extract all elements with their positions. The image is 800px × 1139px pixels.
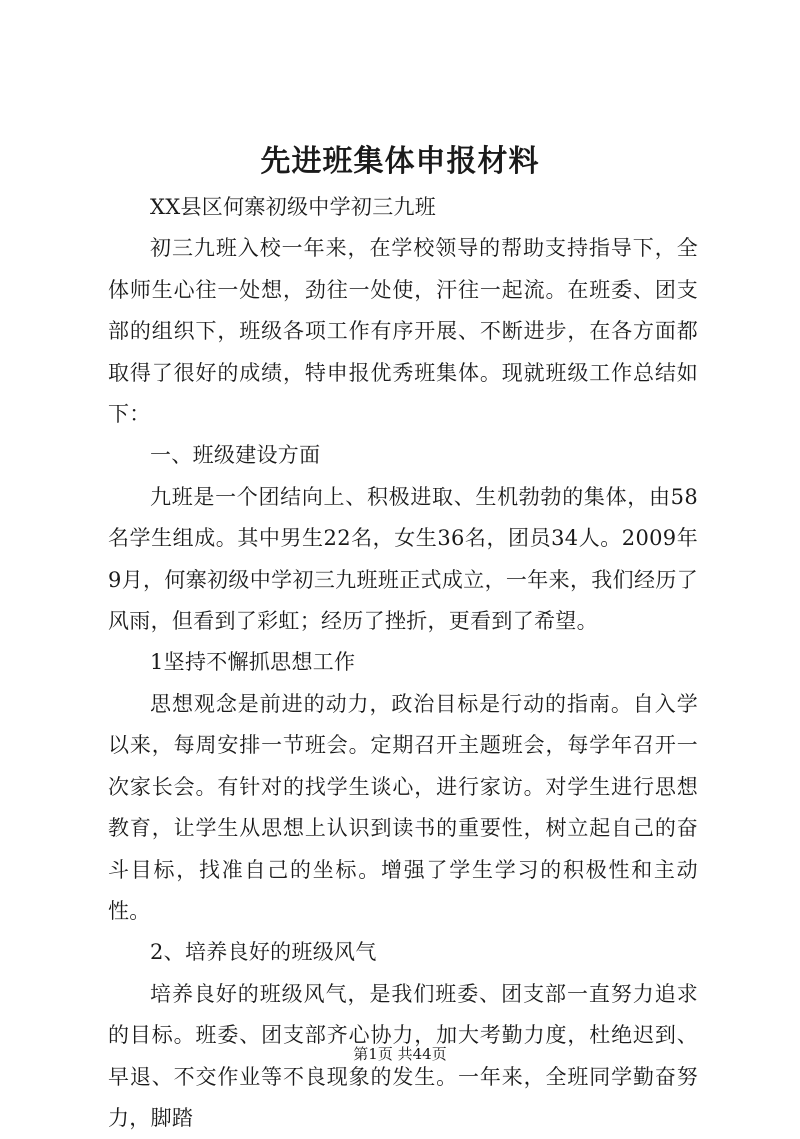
school-class-line: XX县区何寨初级中学初三九班 xyxy=(150,195,437,219)
subheading-ideological-work: 1坚持不懈抓思想工作 xyxy=(150,650,356,675)
page-number-footer: 第1页 共44页 xyxy=(353,1045,447,1063)
page-title: 先进班集体申报材料 xyxy=(260,144,540,179)
class-overview-paragraph: 九班是一个团结向上、积极进取、生机勃勃的集体，由58名学生组成。其中男生22名，女生36名，团员34人。2009年9月，何寨初级中学初三九班班正式成立，一年来，我们经历了风雨，但看到了彩虹；经历了挫折，更看到了希望。 xyxy=(108,484,698,634)
document-body xyxy=(108,187,698,1139)
section-heading-class-building: 一、班级建设方面 xyxy=(150,443,321,468)
intro-paragraph: 初三九班入校一年来，在学校领导的帮助支持指导下，全体师生心往一处想，劲往一处使，汗往一起流。在班委、团支部的组织下，班级各项工作有序开展、不断进步，在各方面都取得了很好的成绩，特申报优秀班集体。现就班级工作总结如下： xyxy=(108,236,698,427)
subheading-class-atmosphere: 2、培养良好的班级风气 xyxy=(150,940,377,965)
class-atmosphere-paragraph: 培养良好的班级风气，是我们班委、团支部一直努力追求的目标。班委、团支部齐心协力，加大考勤力度，杜绝迟到、早退、不交作业等不良现象的发生。一年来，全班同学勤奋努力，脚踏 xyxy=(108,981,698,1130)
ideological-work-paragraph: 思想观念是前进的动力，政治目标是行动的指南。自入学以来，每周安排一节班会。定期召开主题班会，每学年召开一次家长会。有针对的找学生谈心，进行家访。对学生进行思想教育，让学生从思想上认识到读书的重要性，树立起自己的奋斗目标，找准自己的坐标。增强了学生学习的积极性和主动性。 xyxy=(108,691,698,923)
